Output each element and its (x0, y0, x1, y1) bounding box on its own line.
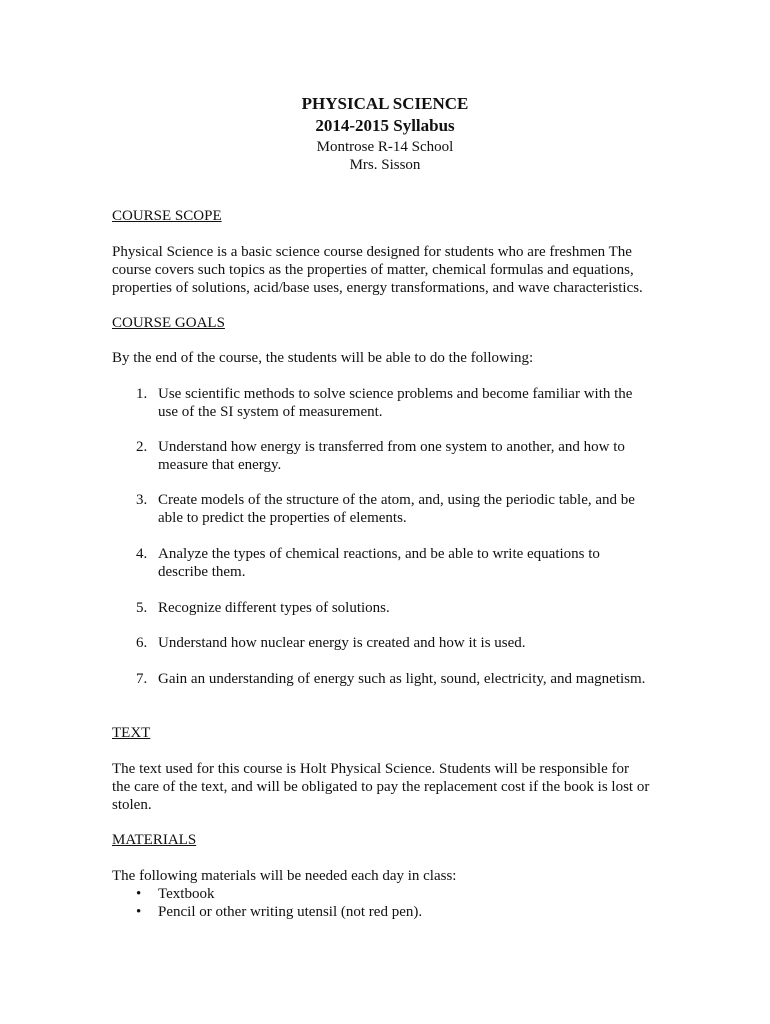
school-name: Montrose R-14 School (316, 139, 454, 155)
goal-number: 4. (136, 546, 148, 562)
text-paragraph (112, 760, 662, 814)
materials-list-item (136, 903, 422, 921)
document-title: PHYSICAL SCIENCE (301, 94, 469, 113)
goal-item (136, 438, 656, 474)
goal-item (136, 634, 656, 652)
paragraph-line: stolen. (112, 797, 152, 813)
goal-number: 5. (136, 600, 148, 616)
goal-text-line: Recognize different types of solutions. (158, 600, 390, 616)
paragraph-line: the care of the text, and will be obligated to pay the replacement cost if the book is lost or (112, 779, 650, 795)
goal-item (136, 545, 656, 581)
material-text: Pencil or other writing utensil (not red pen). (158, 904, 423, 920)
goal-number: 1. (136, 386, 148, 402)
bullet-icon: • (136, 904, 142, 920)
goal-text-line: Analyze the types of chemical reactions, and be able to write equations to (158, 546, 600, 562)
goal-text-line: Create models of the structure of the atom, and, using the periodic table, and be (158, 492, 635, 508)
materials-intro: The following materials will be needed each day in class: (112, 868, 457, 884)
material-text: Textbook (158, 886, 215, 902)
goal-text-line: describe them. (158, 564, 246, 580)
teacher-name: Mrs. Sisson (349, 157, 421, 173)
goal-number: 6. (136, 635, 148, 651)
title-block (0, 94, 770, 174)
goal-number: 2. (136, 439, 148, 455)
materials-list-item (136, 885, 214, 903)
goal-item (136, 385, 656, 421)
goal-text-line: measure that energy. (158, 457, 282, 473)
goal-item (136, 670, 656, 688)
materials-heading: MATERIALS (112, 832, 197, 848)
course-goals-intro: By the end of the course, the students will be able to do the following: (112, 350, 534, 366)
paragraph-line: Physical Science is a basic science course designed for students who are freshmen The (112, 244, 632, 260)
goal-number: 3. (136, 492, 148, 508)
paragraph-line: properties of solutions, acid/base uses, energy transformations, and wave characteristics. (112, 280, 643, 296)
goal-item (136, 491, 656, 527)
paragraph-line: course covers such topics as the properties of matter, chemical formulas and equations, (112, 262, 634, 278)
goal-text-line: use of the SI system of measurement. (158, 404, 383, 420)
goal-text-line: Understand how energy is transferred from one system to another, and how to (158, 439, 625, 455)
goal-text-line: Understand how nuclear energy is created and how it is used. (158, 635, 526, 651)
paragraph-line: The text used for this course is Holt Physical Science. Students will be responsible for (112, 761, 629, 777)
goal-text-line: Gain an understanding of energy such as light, sound, electricity, and magnetism. (158, 671, 646, 687)
goal-text-line: able to predict the properties of elements. (158, 510, 407, 526)
goal-item (136, 599, 656, 617)
goal-text-line: Use scientific methods to solve science problems and become familiar with the (158, 386, 633, 402)
course-scope-paragraph (112, 243, 662, 297)
course-scope-heading: COURSE SCOPE (112, 208, 222, 224)
bullet-icon: • (136, 886, 142, 902)
text-heading: TEXT (112, 725, 151, 741)
document-subtitle: 2014-2015 Syllabus (315, 116, 455, 135)
course-goals-heading: COURSE GOALS (112, 315, 225, 331)
goal-number: 7. (136, 671, 148, 687)
